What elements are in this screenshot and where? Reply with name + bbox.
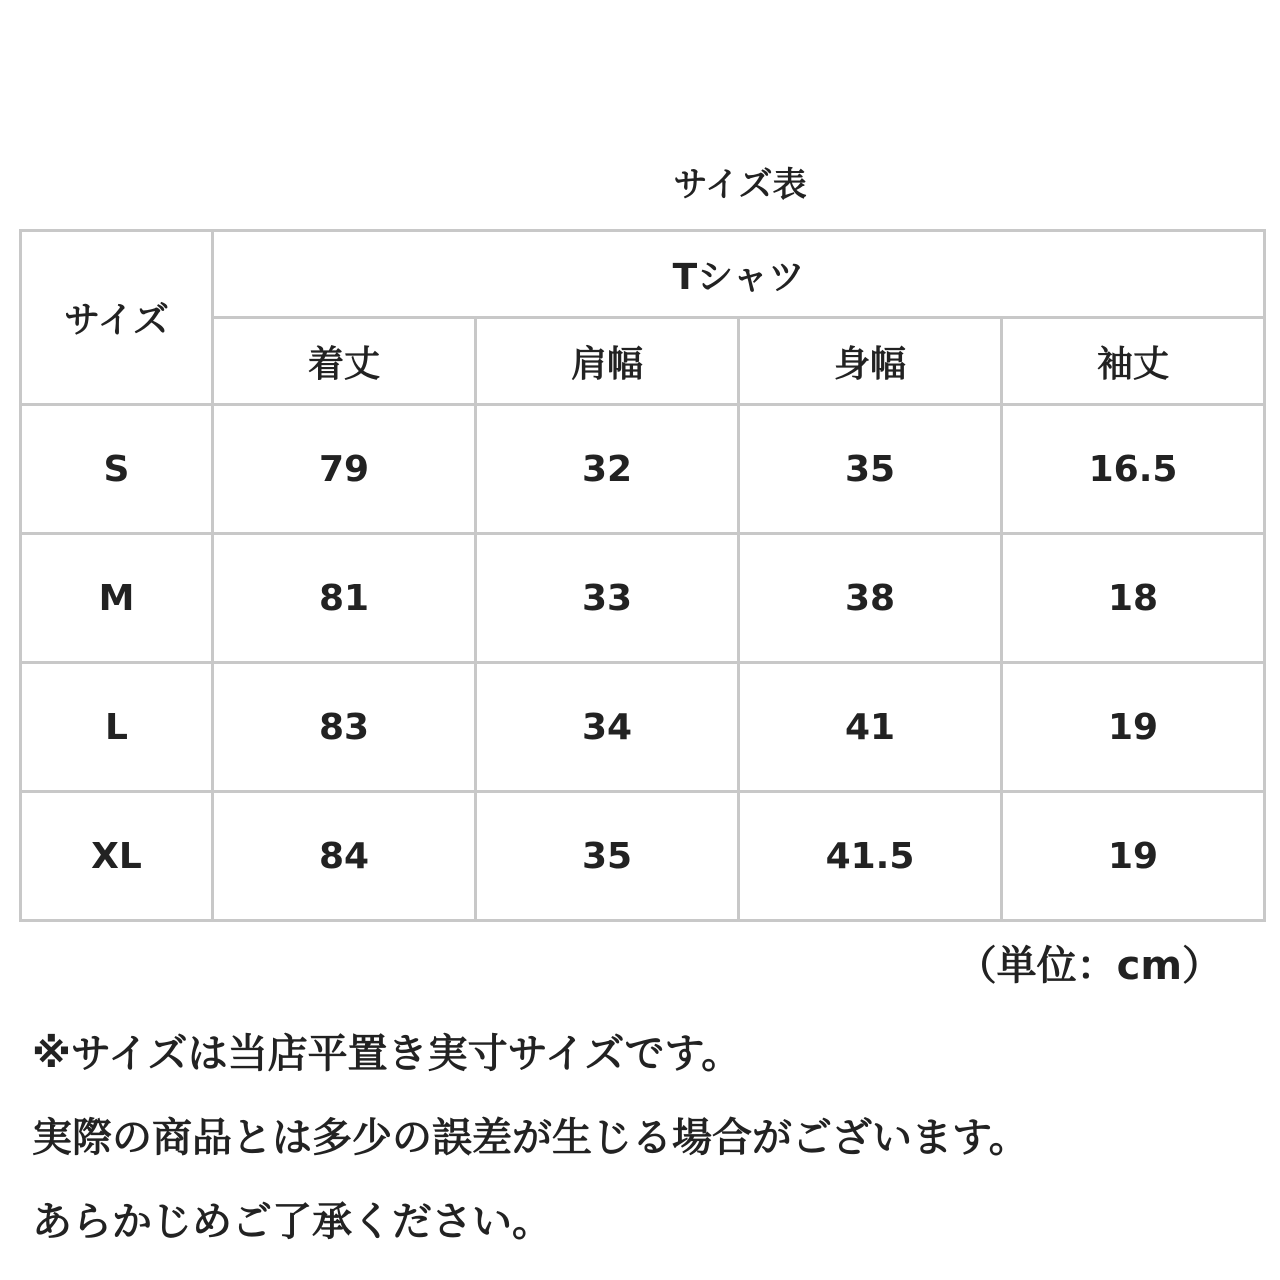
table-cell: 16.5	[1002, 405, 1265, 534]
table-header-row	[21, 231, 1265, 318]
table-row	[21, 405, 1265, 534]
note-line: 実際の商品とは多少の誤差が生じる場合がございます。	[32, 1115, 1029, 1161]
table-cell: 19	[1002, 792, 1265, 921]
size-label: S	[21, 405, 213, 534]
size-label: L	[21, 663, 213, 792]
column-header-width: 身幅	[739, 318, 1002, 405]
table-cell: 33	[476, 534, 739, 663]
page-title: サイズ表	[673, 165, 807, 205]
note-line: あらかじめご了承ください。	[32, 1199, 552, 1245]
table-cell: 41	[739, 663, 1002, 792]
size-table	[19, 229, 1266, 922]
table-cell: 41.5	[739, 792, 1002, 921]
table-cell: 81	[213, 534, 476, 663]
table-row	[21, 792, 1265, 921]
table-cell: 83	[213, 663, 476, 792]
table-cell: 19	[1002, 663, 1265, 792]
column-header-length: 着丈	[213, 318, 476, 405]
column-header-shoulder: 肩幅	[476, 318, 739, 405]
note-line: ※サイズは当店平置き実寸サイズです。	[32, 1031, 742, 1077]
unit-note: （単位：cm）	[956, 943, 1222, 989]
table-cell: 84	[213, 792, 476, 921]
column-header-sleeve: 袖丈	[1002, 318, 1265, 405]
table-row	[21, 663, 1265, 792]
table-cell: 35	[476, 792, 739, 921]
size-label: M	[21, 534, 213, 663]
tshirt-group-header: Tシャツ	[213, 231, 1265, 318]
table-cell: 34	[476, 663, 739, 792]
table-cell: 35	[739, 405, 1002, 534]
table-cell: 38	[739, 534, 1002, 663]
size-label: XL	[21, 792, 213, 921]
table-cell: 79	[213, 405, 476, 534]
table-row	[21, 534, 1265, 663]
size-column-header: サイズ	[21, 231, 213, 405]
table-cell: 18	[1002, 534, 1265, 663]
table-cell: 32	[476, 405, 739, 534]
